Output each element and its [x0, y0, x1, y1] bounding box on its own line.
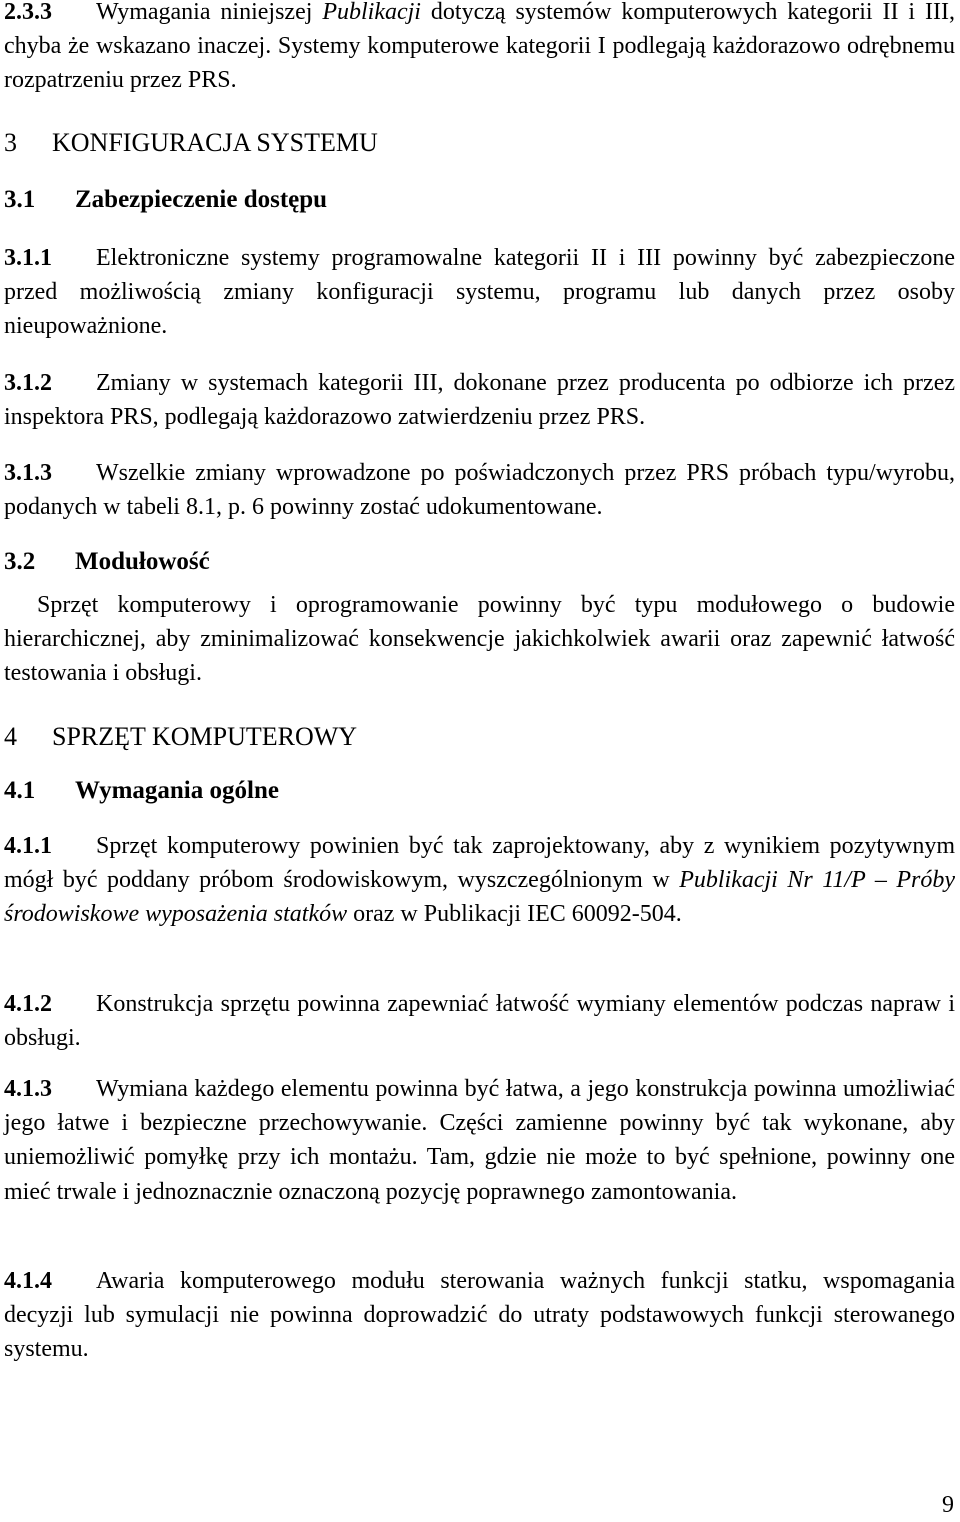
paragraph-3-2-body — [4, 588, 955, 691]
paragraph-number: 3.1.3 — [4, 460, 52, 486]
paragraph-3-1-2 — [4, 366, 955, 434]
section-heading-3-1 — [4, 183, 327, 217]
heading-title: SPRZĘT KOMPUTEROWY — [52, 722, 358, 751]
chapter-heading-4 — [4, 720, 357, 754]
paragraph-2-3-3 — [4, 0, 955, 98]
paragraph-text: Awaria komputerowego modułu sterowania ważnych funkcji statku, wspomagania decyzji lub symulacji nie powinna doprowadzić do utraty podstawowych funkcji sterowanego systemu. — [4, 1268, 955, 1363]
paragraph-italic-text: Publikacji Nr 11/P – Próby środowiskowe wyposażenia statków — [4, 867, 956, 928]
chapter-heading-3 — [4, 126, 378, 160]
heading-title: KONFIGURACJA SYSTEMU — [52, 128, 378, 157]
paragraph-text: Sprzęt komputerowy i oprogramowanie powinny być typu modułowego o budowie hierarchicznej, aby zminimalizować konsekwencje jakichkolwiek awarii oraz zapewnić łatwość testowania i obsługi. — [4, 592, 955, 687]
paragraph-number: 4.1.1 — [4, 833, 52, 859]
paragraph-text: Sprzęt komputerowy powinien być tak zaprojektowany, aby z wynikiem pozytywnym mógł być poddany próbom środowiskowym, wyszczególnionym w — [4, 833, 955, 894]
heading-number: 3.1 — [4, 186, 36, 213]
heading-title: Zabezpieczenie dostępu — [75, 186, 328, 213]
paragraph-text: oraz w Publikacji IEC 60092-504. — [347, 901, 682, 928]
paragraph-text: dotyczą systemów komputerowych kategorii II i III, chyba że wskazano inaczej. Systemy komputerowe kategorii I podlegają każdorazowo odrębnemu rozpatrzeniu przez PRS. — [4, 0, 955, 94]
paragraph-text: Konstrukcja sprzętu powinna zapewniać łatwość wymiany elementów podczas napraw i obsługi. — [4, 991, 955, 1052]
page-number: 9 — [942, 1492, 954, 1518]
paragraph-3-1-3 — [4, 456, 955, 524]
paragraph-4-1-2 — [4, 987, 955, 1055]
heading-number: 3 — [4, 128, 17, 157]
paragraph-text: Elektroniczne systemy programowalne kategorii II i III powinny być zabezpieczone przed możliwością zmiany konfiguracji systemu, programu lub danych przez osoby nieupoważnione. — [4, 245, 955, 340]
paragraph-number: 2.3.3 — [4, 0, 52, 25]
heading-number: 4 — [4, 722, 17, 751]
paragraph-number: 4.1.2 — [4, 991, 52, 1017]
paragraph-number: 4.1.4 — [4, 1268, 52, 1294]
heading-title: Wymagania ogólne — [75, 777, 279, 804]
paragraph-number: 4.1.3 — [4, 1076, 52, 1102]
paragraph-4-1-3 — [4, 1072, 955, 1209]
paragraph-3-1-1 — [4, 241, 955, 344]
paragraph-number: 3.1.1 — [4, 245, 52, 271]
section-heading-4-1 — [4, 774, 279, 808]
section-heading-3-2 — [4, 545, 210, 579]
paragraph-4-1-4 — [4, 1264, 955, 1367]
heading-number: 3.2 — [4, 548, 36, 575]
paragraph-text: Wymagania niniejszej — [96, 0, 323, 25]
paragraph-text: Wymiana każdego elementu powinna być łatwa, a jego konstrukcja powinna umożliwiać jego łatwe i bezpieczne przechowywanie. Części zamienne powinny być tak wykonane, aby uniemożliwić pomyłkę przy ich montażu. Tam, gdzie nie może to być spełnione, powinny one mieć trwale i jednoznacznie oznaczoną pozycję poprawnego zamontowania. — [4, 1076, 955, 1205]
paragraph-4-1-1 — [4, 829, 955, 932]
paragraph-text: Zmiany w systemach kategorii III, dokonane przez producenta po odbiorze ich przez inspektora PRS, podlegają każdorazowo zatwierdzeniu przez PRS. — [4, 370, 955, 431]
heading-number: 4.1 — [4, 777, 36, 804]
paragraph-number: 3.1.2 — [4, 370, 52, 396]
paragraph-italic-text: Publikacji — [322, 0, 421, 25]
paragraph-text: Wszelkie zmiany wprowadzone po poświadczonych przez PRS próbach typu/wyrobu, podanych w tabeli 8.1, p. 6 powinny zostać udokumentowane. — [4, 460, 955, 521]
heading-title: Modułowość — [75, 548, 210, 575]
